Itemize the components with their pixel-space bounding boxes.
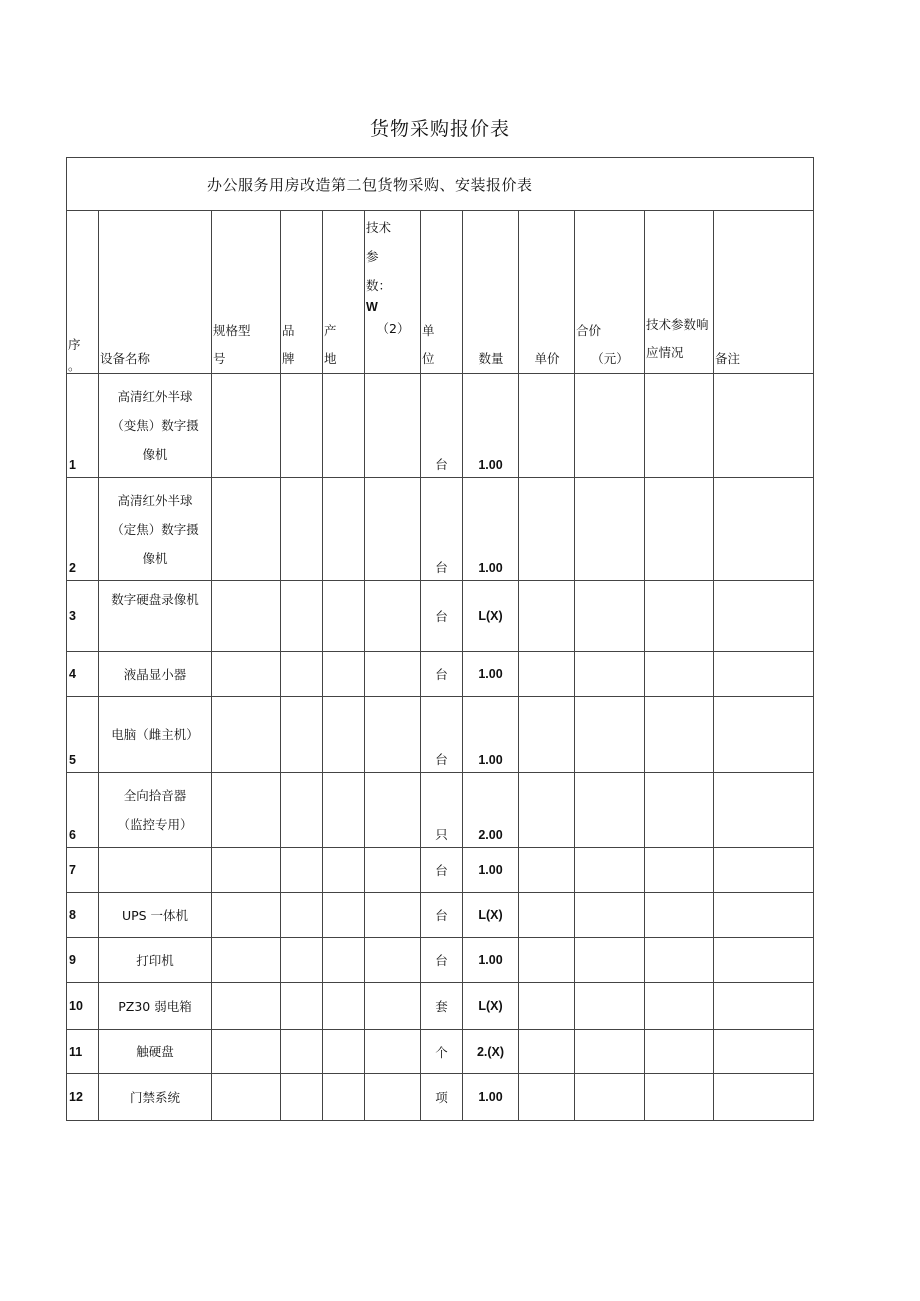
row-unit: 台: [421, 938, 463, 983]
row-quantity: 1.00: [463, 1074, 519, 1121]
row-remarks: [714, 1074, 814, 1121]
row-tech-param: [365, 581, 421, 652]
row-device-name: [99, 773, 212, 848]
row-origin: [323, 773, 365, 848]
row-model: [212, 1030, 281, 1074]
row-device-name: [99, 848, 212, 893]
row-tech-param: [365, 893, 421, 938]
row-device-name: [99, 652, 212, 697]
device-name-line: 数字硬盘录像机: [111, 592, 199, 607]
row-unit: 套: [421, 983, 463, 1030]
device-name-line: 打印机: [136, 952, 174, 968]
row-unit-price: [519, 1074, 575, 1121]
row-origin: [323, 893, 365, 938]
row-response: [645, 697, 714, 773]
device-name-line: 像机: [142, 447, 168, 462]
device-name-line: 触硬盘: [136, 1044, 174, 1059]
table-row: [67, 697, 814, 773]
row-tech-param: [365, 983, 421, 1030]
row-tech-param: [365, 1074, 421, 1121]
row-brand: [281, 773, 323, 848]
row-device-name: [99, 1074, 212, 1121]
row-origin: [323, 478, 365, 581]
row-origin: [323, 697, 365, 773]
row-quantity: L(X): [463, 893, 519, 938]
row-response: [645, 581, 714, 652]
row-quantity: L(X): [463, 983, 519, 1030]
table-row: [67, 848, 814, 893]
row-total: [575, 1030, 645, 1074]
row-unit-price: [519, 478, 575, 581]
row-unit-price: [519, 893, 575, 938]
row-index: 7: [67, 848, 99, 893]
row-remarks: [714, 938, 814, 983]
row-brand: [281, 938, 323, 983]
row-total: [575, 581, 645, 652]
row-remarks: [714, 848, 814, 893]
row-brand: [281, 478, 323, 581]
row-unit: 台: [421, 581, 463, 652]
row-quantity: 2.(X): [463, 1030, 519, 1074]
header-response: 技术参数响 应情况: [645, 211, 714, 374]
device-name-line: 门禁系统: [129, 1089, 180, 1105]
device-name-line: UPS 一体机: [121, 907, 189, 923]
row-response: [645, 773, 714, 848]
row-unit-price: [519, 773, 575, 848]
row-response: [645, 938, 714, 983]
row-brand: [281, 983, 323, 1030]
device-name-line: 高清红外半球: [117, 492, 193, 508]
row-quantity: 1.00: [463, 938, 519, 983]
header-model: 规格型 号: [212, 211, 281, 374]
header-origin: 产 地: [323, 211, 365, 374]
row-remarks: [714, 697, 814, 773]
row-origin: [323, 938, 365, 983]
row-remarks: [714, 478, 814, 581]
row-index: 2: [67, 478, 99, 581]
table-row: [67, 581, 814, 652]
row-model: [212, 893, 281, 938]
row-response: [645, 1074, 714, 1121]
row-device-name: [99, 1030, 212, 1074]
row-remarks: [714, 983, 814, 1030]
row-tech-param: [365, 938, 421, 983]
table-row: [67, 374, 814, 478]
row-index: 3: [67, 581, 99, 652]
device-name-line: 像机: [142, 550, 168, 566]
table-row: [67, 1030, 814, 1074]
row-tech-param: [365, 773, 421, 848]
table-row: [67, 893, 814, 938]
row-quantity: 1.00: [463, 848, 519, 893]
row-index: 8: [67, 893, 99, 938]
row-total: [575, 983, 645, 1030]
row-device-name: [99, 581, 212, 652]
row-remarks: [714, 1030, 814, 1074]
row-device-name: [99, 478, 212, 581]
row-device-name: [99, 983, 212, 1030]
row-brand: [281, 581, 323, 652]
row-unit-price: [519, 581, 575, 652]
header-brand: 品 牌: [281, 211, 323, 374]
row-total: [575, 697, 645, 773]
row-index: 5: [67, 697, 99, 773]
device-name-line: PZ30 弱电箱: [118, 998, 192, 1014]
row-model: [212, 581, 281, 652]
row-brand: [281, 374, 323, 478]
row-brand: [281, 652, 323, 697]
row-origin: [323, 581, 365, 652]
row-index: 10: [67, 983, 99, 1030]
device-name-line: （定焦）数字摄: [111, 521, 199, 537]
row-unit-price: [519, 697, 575, 773]
row-total: [575, 652, 645, 697]
row-unit-price: [519, 983, 575, 1030]
row-total: [575, 893, 645, 938]
row-quantity: L(X): [463, 581, 519, 652]
row-remarks: [714, 581, 814, 652]
row-unit: 台: [421, 478, 463, 581]
row-index: 6: [67, 773, 99, 848]
row-index: 4: [67, 652, 99, 697]
row-unit: 台: [421, 652, 463, 697]
row-unit: 项: [421, 1074, 463, 1121]
table-row: [67, 1074, 814, 1121]
row-unit: 台: [421, 893, 463, 938]
row-unit: 个: [421, 1030, 463, 1074]
row-device-name: [99, 697, 212, 773]
row-unit: 只: [421, 773, 463, 848]
row-index: 9: [67, 938, 99, 983]
row-remarks: [714, 773, 814, 848]
row-response: [645, 1030, 714, 1074]
row-model: [212, 773, 281, 848]
row-remarks: [714, 893, 814, 938]
row-index: 12: [67, 1074, 99, 1121]
row-model: [212, 1074, 281, 1121]
header-row: [67, 211, 814, 374]
row-response: [645, 848, 714, 893]
row-brand: [281, 848, 323, 893]
row-model: [212, 374, 281, 478]
row-remarks: [714, 374, 814, 478]
row-unit-price: [519, 938, 575, 983]
row-brand: [281, 893, 323, 938]
table-row: [67, 478, 814, 581]
row-origin: [323, 848, 365, 893]
row-brand: [281, 1030, 323, 1074]
row-response: [645, 374, 714, 478]
row-quantity: 2.00: [463, 773, 519, 848]
table-row: [67, 983, 814, 1030]
row-response: [645, 983, 714, 1030]
header-tech-param: 技术 参 数： W （2）: [365, 211, 421, 374]
row-index: 1: [67, 374, 99, 478]
row-total: [575, 938, 645, 983]
quote-table: [66, 157, 814, 1121]
row-unit-price: [519, 652, 575, 697]
document-title: 货物采购报价表: [369, 118, 510, 140]
row-total: [575, 374, 645, 478]
header-name: 设备名称: [99, 211, 212, 374]
row-model: [212, 938, 281, 983]
row-total: [575, 773, 645, 848]
row-tech-param: [365, 697, 421, 773]
row-tech-param: [365, 1030, 421, 1074]
row-tech-param: [365, 848, 421, 893]
row-quantity: 1.00: [463, 652, 519, 697]
row-total: [575, 478, 645, 581]
row-quantity: 1.00: [463, 478, 519, 581]
row-unit: 台: [421, 374, 463, 478]
header-total: 合价 （元）: [575, 211, 645, 374]
header-quantity: 数量: [463, 211, 519, 374]
row-tech-param: [365, 478, 421, 581]
device-name-line: 电脑（雌主机）: [111, 727, 199, 742]
row-response: [645, 893, 714, 938]
row-tech-param: [365, 374, 421, 478]
row-quantity: 1.00: [463, 697, 519, 773]
table-row: [67, 938, 814, 983]
table-subtitle: 办公服务用房改造第二包货物采购、安装报价表: [207, 175, 533, 194]
device-name-line: 全向拾音器: [123, 788, 187, 803]
row-origin: [323, 1074, 365, 1121]
header-index: 序 。: [67, 211, 99, 374]
row-unit-price: [519, 1030, 575, 1074]
device-name-line: 液晶显小器: [123, 666, 187, 682]
row-unit-price: [519, 374, 575, 478]
row-model: [212, 983, 281, 1030]
row-device-name: [99, 938, 212, 983]
device-name-line: （监控专用）: [117, 817, 193, 832]
row-origin: [323, 374, 365, 478]
row-device-name: [99, 374, 212, 478]
row-tech-param: [365, 652, 421, 697]
row-origin: [323, 983, 365, 1030]
row-origin: [323, 1030, 365, 1074]
table-row: [67, 773, 814, 848]
row-index: 11: [67, 1030, 99, 1074]
row-response: [645, 478, 714, 581]
row-model: [212, 697, 281, 773]
table-row: [67, 652, 814, 697]
row-brand: [281, 697, 323, 773]
row-origin: [323, 652, 365, 697]
row-response: [645, 652, 714, 697]
device-name-line: 高清红外半球: [117, 389, 193, 404]
row-unit: 台: [421, 848, 463, 893]
device-name-line: （变焦）数字摄: [111, 418, 199, 433]
row-unit-price: [519, 848, 575, 893]
row-model: [212, 652, 281, 697]
header-remarks: 备注: [714, 211, 814, 374]
row-model: [212, 848, 281, 893]
row-device-name: [99, 893, 212, 938]
row-brand: [281, 1074, 323, 1121]
row-unit: 台: [421, 697, 463, 773]
header-unit-price: 单价: [519, 211, 575, 374]
table-subtitle-cell: [67, 158, 814, 211]
row-total: [575, 848, 645, 893]
row-quantity: 1.00: [463, 374, 519, 478]
header-unit: 单 位: [421, 211, 463, 374]
row-total: [575, 1074, 645, 1121]
row-model: [212, 478, 281, 581]
row-remarks: [714, 652, 814, 697]
